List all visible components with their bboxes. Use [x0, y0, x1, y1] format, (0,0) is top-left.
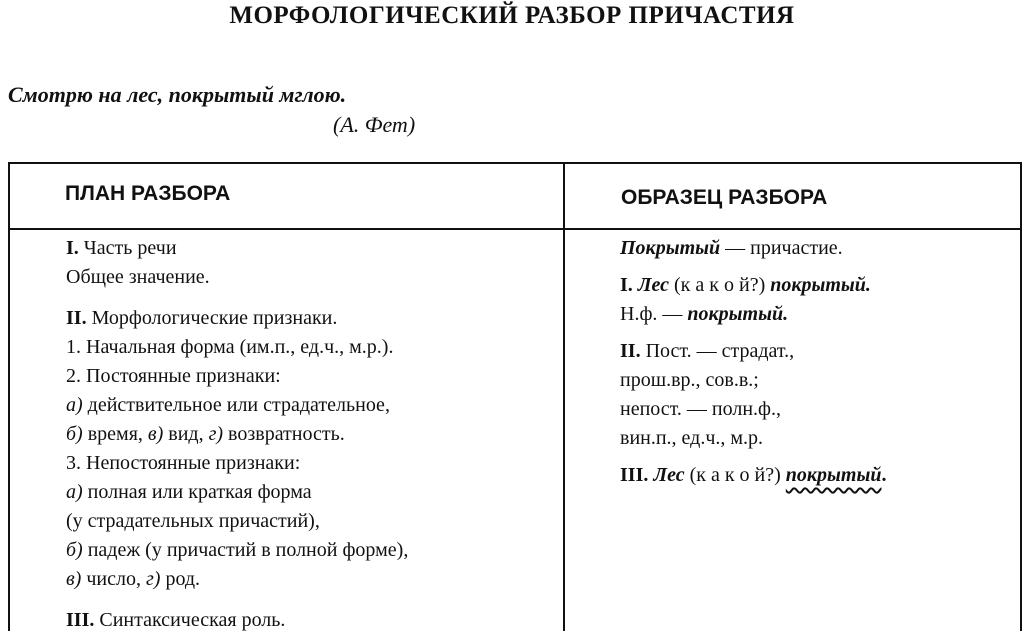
header-sample: ОБРАЗЕЦ РАЗБОРА [621, 186, 828, 209]
sample-column [620, 234, 887, 490]
plan-line: I. Часть речи [66, 237, 177, 259]
plan-line: в) число, г) род. [66, 568, 201, 590]
header-plan: ПЛАН РАЗБОРА [65, 182, 231, 205]
epigraph-quote: Смотрю на лес, покрытый мглою. [8, 82, 347, 107]
plan-line: 3. Непостоянные признаки: [66, 452, 301, 474]
plan-line: а) полная или краткая форма [66, 481, 312, 503]
sample-line: Н.ф. — покрытый. [620, 303, 789, 325]
sample-line: Покрытый — причастие. [620, 237, 843, 259]
column-divider [563, 164, 565, 631]
sample-line: II. Пост. — страдат., [620, 340, 795, 362]
plan-line: II. Морфологические признаки. [66, 307, 338, 329]
plan-line: б) время, в) вид, г) возвратность. [66, 423, 345, 445]
sample-line: вин.п., ед.ч., м.р. [620, 427, 764, 449]
plan-line: Общее значение. [66, 266, 210, 288]
plan-line: а) действительное или страдательное, [66, 394, 390, 416]
predicate-word: покрытый [785, 464, 882, 486]
analysis-table [8, 162, 1022, 631]
plan-line: III. Синтаксическая роль. [66, 609, 286, 631]
sample-line: непост. — полн.ф., [620, 398, 781, 420]
plan-line: (у страдательных причастий), [66, 510, 320, 532]
plan-column [66, 234, 408, 635]
sample-line: III. Лес (к а к о й?) покрытый. [620, 464, 887, 486]
page-title: МОРФОЛОГИЧЕСКИЙ РАЗБОР ПРИЧАСТИЯ [229, 2, 795, 29]
epigraph-author: (А. Фет) [333, 112, 416, 137]
plan-line: 2. Постоянные признаки: [66, 365, 281, 387]
sample-line: прош.вр., сов.в.; [620, 369, 759, 391]
plan-line: б) падеж (у причастий в полной форме), [66, 539, 409, 561]
sample-line: I. Лес (к а к о й?) покрытый. [620, 274, 871, 296]
plan-line: 1. Начальная форма (им.п., ед.ч., м.р.). [66, 336, 394, 358]
